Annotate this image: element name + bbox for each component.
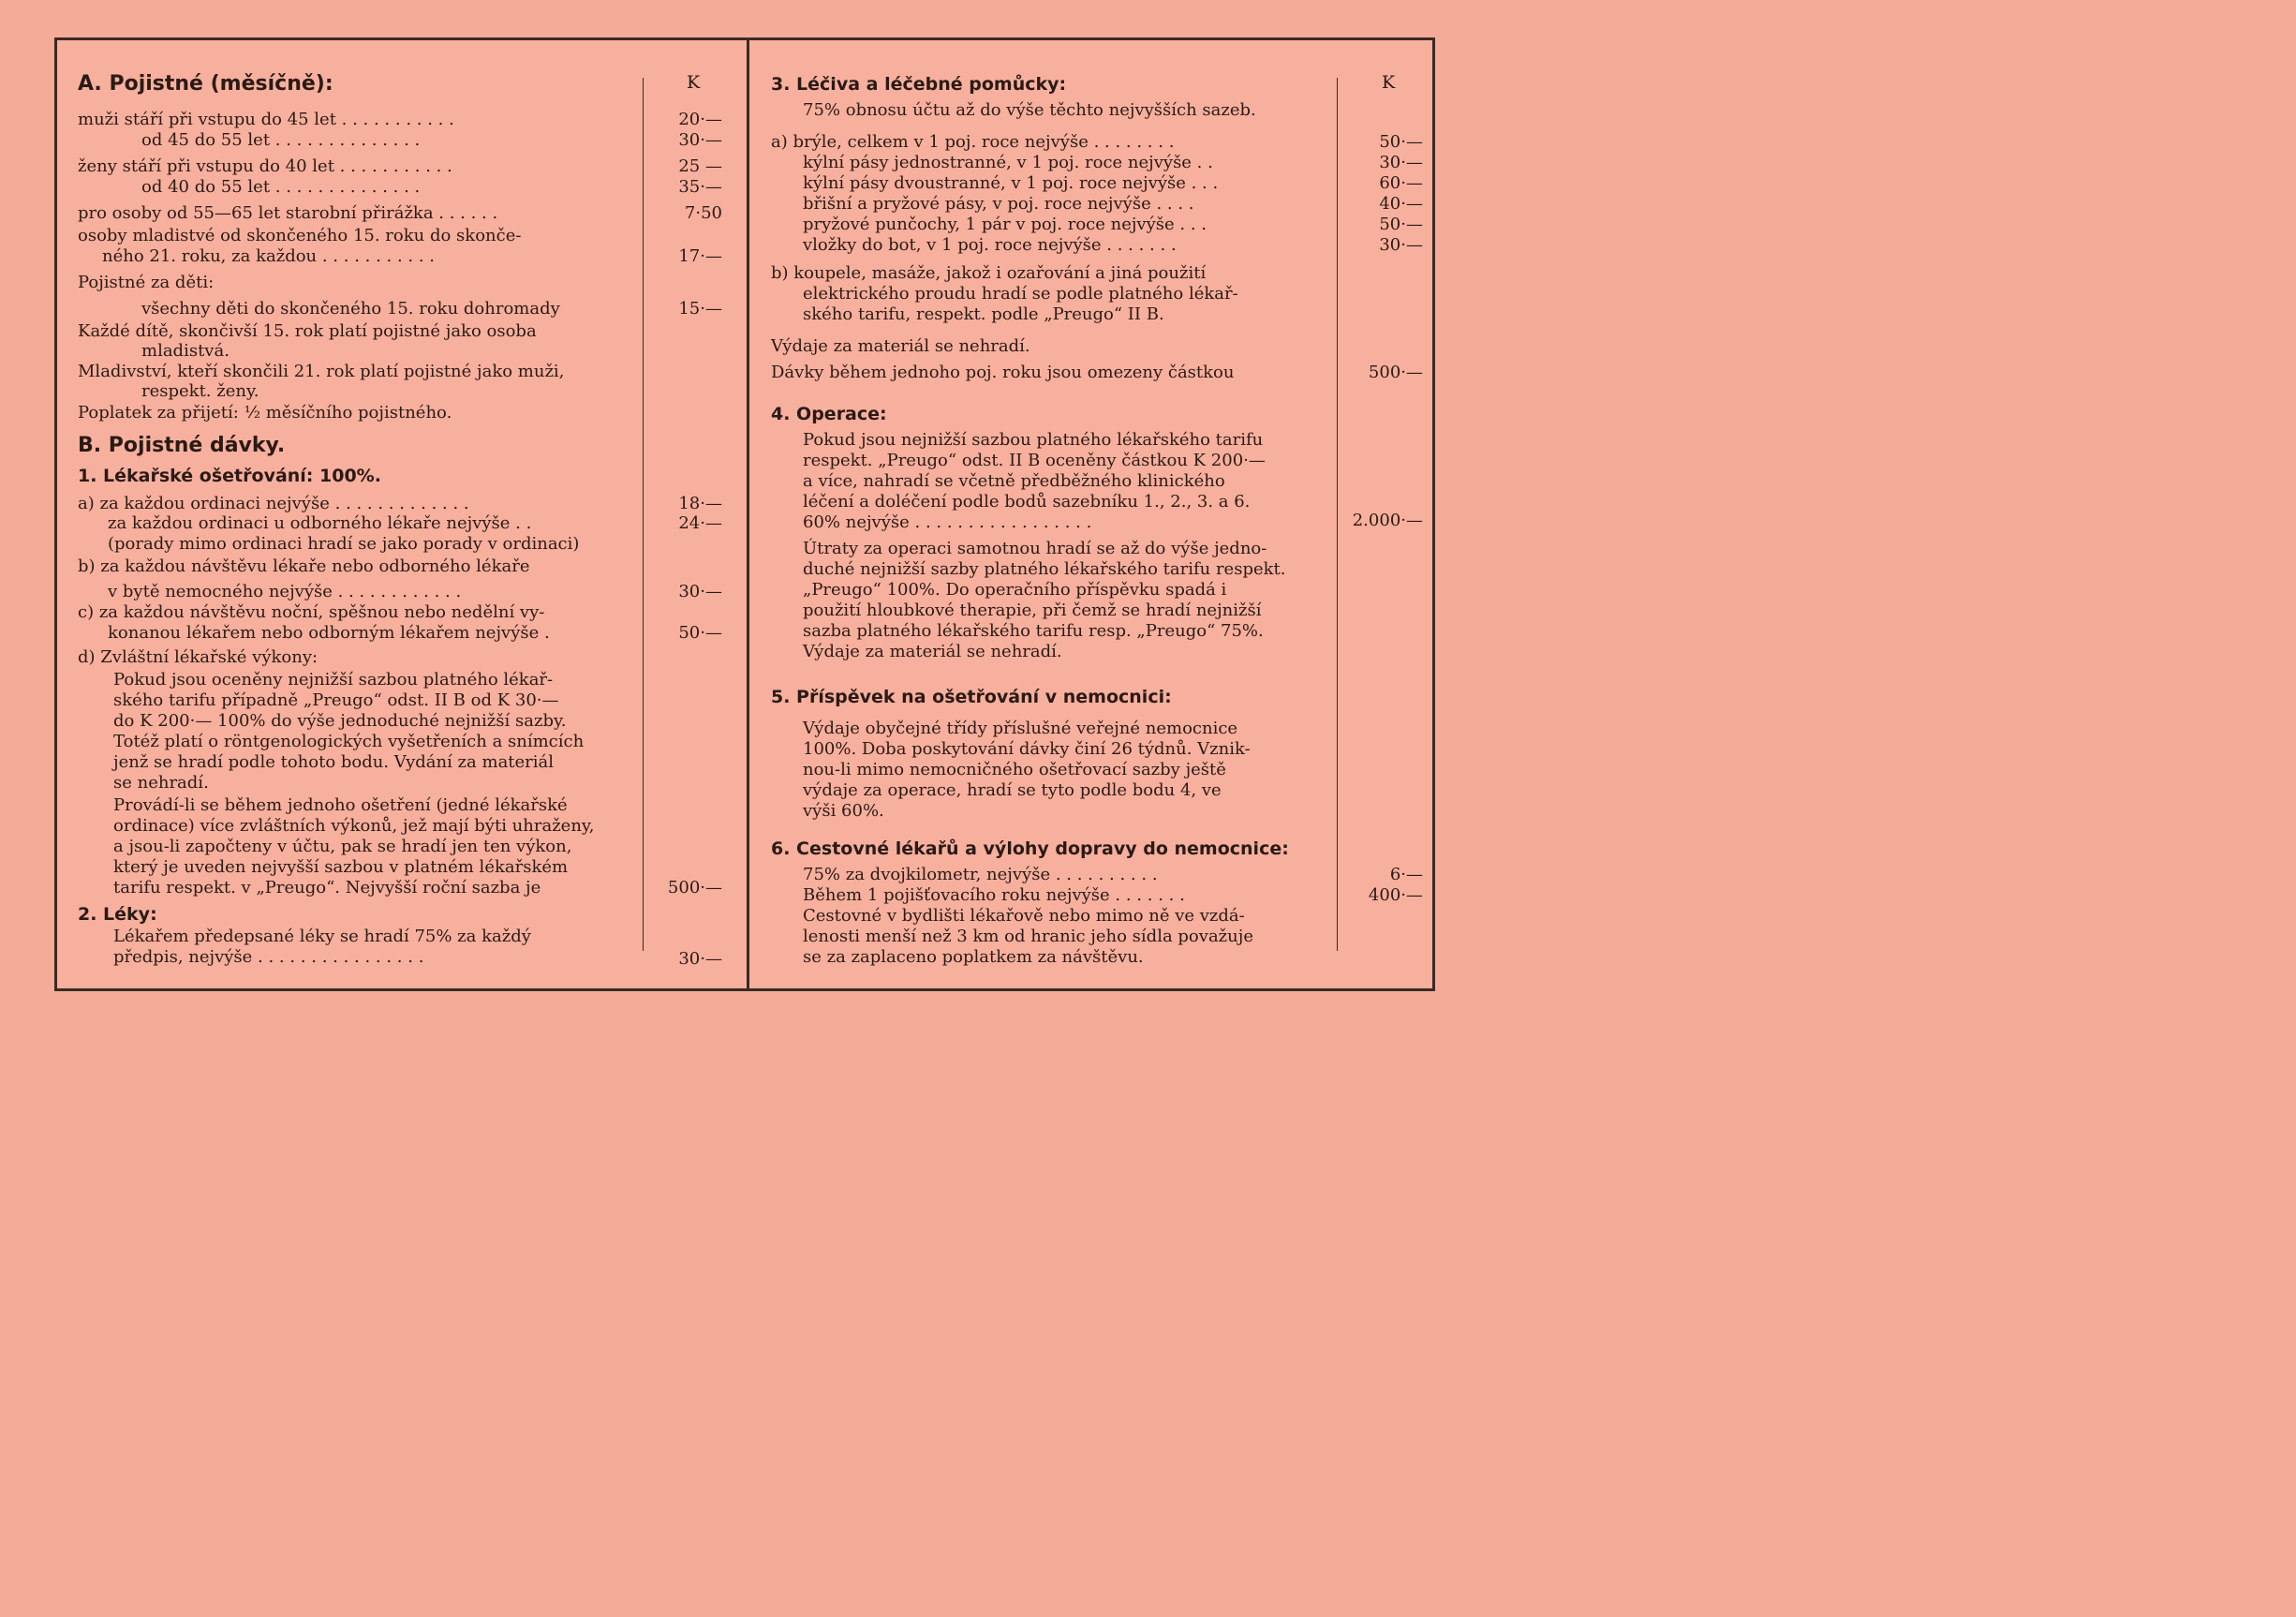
annual-limit: Dávky během jednoho poj. roku jsou omezeny částkou [771,363,1235,382]
travel-line-4: lenosti menší než 3 km od hranic jeho sídla považuje [803,927,1253,946]
children-amount: 15·— [678,299,722,319]
travel-amount-2: 400·— [1368,885,1423,905]
young21-line-1: Mladivství, kteří skončili 21. rok platí pojistné jako muži, [78,362,565,381]
medical-a-line-1: a) za každou ordinaci nejvýše . . . . . . . . . . . . . [78,494,469,513]
special-line-10: který je uveden nejvyšší sazbou v platném lékařském [113,857,569,877]
child15-line-1: Každé dítě, skončivší 15. rok platí pojistné jako osoba [78,321,537,341]
child15-line-2: mladistvá. [141,341,230,361]
special-line-1: Pokud jsou oceněny nejnižší sazbou platného lékař- [113,670,554,690]
aids-amount-6: 30·— [1379,235,1423,255]
medical-a-line-3: (porady mimo ordinaci hradí se jako porady v ordinaci) [108,534,580,554]
aids-amount-3: 60·— [1379,173,1423,193]
medical-b-amount: 30·— [678,582,722,601]
aids-line-3: kýlní pásy dvoustranné, v 1 poj. roce nejvýše . . . [803,173,1219,193]
benefits-table-frame [54,37,1435,991]
men-amount-1: 20·— [678,110,722,129]
section-3-title: 3. Léčiva a léčebné pomůcky: [771,74,1067,95]
special-line-7: Provádí-li se během jednoho ošetření (jedné lékařské [113,795,568,815]
operation-line-7: duché nejnižší sazby platného lékařského tarifu respekt. [803,559,1286,579]
women-line-1: ženy stáří při vstupu do 40 let . . . . . . . . . . . [78,156,452,176]
section-4-title: 4. Operace: [771,404,887,424]
hospital-line-3: nou-li mimo nemocničného ošetřovací sazby ještě [803,760,1226,779]
aids-line-2: kýlní pásy jednostranné, v 1 poj. roce nejvýše . . [803,153,1213,172]
baths-line-1: b) koupele, masáže, jakož i ozařování a jiná použití [771,263,1207,283]
men-line-2: od 45 do 55 let . . . . . . . . . . . . . . [141,130,421,150]
right-column [748,40,1432,988]
older-surcharge-amount: 7·50 [684,203,722,223]
special-line-5: jenž se hradí podle tohoto bodu. Vydání za materiál [113,752,555,772]
aids-amount-1: 50·— [1379,132,1423,152]
aids-line-6: vložky do bot, v 1 poj. roce nejvýše . . . . . . . [803,235,1177,255]
amount-column-rule [643,78,644,951]
baths-line-2: elektrického proudu hradí se podle platného lékař- [803,284,1238,304]
material-not-covered: Výdaje za materiál se nehradí. [771,336,1030,356]
operation-line-6: Útraty za operaci samotnou hradí se až do výše jedno- [803,539,1267,558]
travel-line-1: 75% za dvojkilometr, nejvýše . . . . . . . . . . [803,865,1158,884]
youth-amount: 17·— [678,246,722,266]
medical-a-amount-1: 18·— [678,494,722,513]
baths-line-3: ského tarifu, respekt. podle „Preugo“ II B. [803,304,1164,324]
section-5-title: 5. Příspěvek na ošetřování v nemocnici: [771,687,1172,707]
operation-line-8: „Preugo“ 100%. Do operačního příspěvku spadá i [803,580,1227,600]
women-amount-1: 25 — [678,156,722,176]
men-amount-2: 30·— [678,130,722,150]
medical-care-title: 1. Lékařské ošetřování: 100%. [78,466,381,486]
currency-header-right: K [1382,72,1396,93]
aids-amount-2: 30·— [1379,153,1423,172]
women-amount-2: 35·— [678,177,722,197]
operation-line-10: sazba platného lékařského tarifu resp. „Preugo“ 75%. [803,621,1264,641]
young21-line-2: respekt. ženy. [141,381,259,401]
drugs-title: 2. Léky: [78,904,157,925]
travel-line-2: Během 1 pojišťovacího roku nejvýše . . . . . . . [803,885,1185,905]
children-line: všechny děti do skončeného 15. roku dohromady [141,299,560,319]
special-line-9: a jsou-li započteny v účtu, pak se hradí jen ten výkon, [113,837,572,856]
medical-c-line-2: konanou lékařem nebo odborným lékařem nejvýše . [108,623,550,643]
travel-line-3: Cestovné v bydlišti lékařově nebo mimo ně ve vzdá- [803,906,1245,926]
hospital-line-4: výdaje za operace, hradí se tyto podle bodu 4, ve [803,780,1222,800]
special-line-2: ského tarifu případně „Preugo“ odst. II B od K 30·— [113,690,559,710]
men-line-1: muži stáří při vstupu do 45 let . . . . . . . . . . . [78,110,454,129]
older-surcharge: pro osoby od 55—65 let starobní přirážka . . . . . . [78,203,498,223]
medical-a-amount-2: 24·— [678,513,722,533]
operation-line-2: respekt. „Preugo“ odst. II B oceněny částkou K 200·— [803,451,1266,470]
admission-fee: Poplatek za přijetí: ½ měsíčního pojistného. [78,403,452,423]
aids-amount-4: 40·— [1379,194,1423,214]
operation-line-11: Výdaje za materiál se nehradí. [803,642,1062,661]
currency-header: K [687,72,701,93]
medical-b-line-2: v bytě nemocného nejvýše . . . . . . . . . . . . [108,582,462,601]
medical-a-line-2: za každou ordinaci u odborného lékaře nejvýše . . [108,513,532,533]
medical-c-line-1: c) za každou návštěvu noční, spěšnou nebo nedělní vy- [78,602,545,622]
operation-line-9: použití hloubkové therapie, při čemž se hradí nejnižší [803,601,1262,620]
section-6-title: 6. Cestovné lékařů a výlohy dopravy do nemocnice: [771,838,1289,859]
annual-limit-amount: 500·— [1368,363,1423,382]
aids-line-1: a) brýle, celkem v 1 poj. roce nejvýše . . . . . . . . [771,132,1175,152]
section-3-intro: 75% obnosu účtu až do výše těchto nejvyšších sazeb. [803,100,1256,120]
travel-line-5: se za zaplaceno poplatkem za návštěvu. [803,947,1144,967]
drugs-amount: 30·— [678,949,722,969]
children-title: Pojistné za děti: [78,273,215,292]
special-line-11: tarifu respekt. v „Preugo“. Nejvyšší roční sazba je [113,878,541,898]
special-line-4: Totéž platí o röntgenologických vyšetřeních a snímcích [113,732,585,751]
special-procedures-title: d) Zvláštní lékařské výkony: [78,647,318,667]
youth-line-1: osoby mladistvé od skončeného 15. roku do skonče- [78,226,522,245]
medical-c-amount: 50·— [678,623,722,643]
travel-amount-1: 6·— [1389,865,1423,884]
operation-line-5: 60% nejvýše . . . . . . . . . . . . . . . . . [803,512,1092,532]
section-b-title: B. Pojistné dávky. [78,434,286,457]
operation-amount: 2.000·— [1352,511,1423,530]
operation-line-4: léčení a doléčení podle bodů sazebníku 1., 2., 3. a 6. [803,492,1251,512]
drugs-line-2: předpis, nejvýše . . . . . . . . . . . . . . . . [113,947,424,967]
operation-line-3: a více, nahradí se včetně předběžného klinického [803,471,1225,491]
women-line-2: od 40 do 55 let . . . . . . . . . . . . . . [141,177,421,197]
operation-line-1: Pokud jsou nejnižší sazbou platného lékařského tarifu [803,430,1264,450]
hospital-line-2: 100%. Doba poskytování dávky činí 26 týdnů. Vznik- [803,739,1251,759]
aids-amount-5: 50·— [1379,215,1423,234]
aids-line-4: břišní a pryžové pásy, v poj. roce nejvýše . . . . [803,194,1194,214]
section-a-title: A. Pojistné (měsíčně): [78,72,333,96]
special-line-8: ordinace) více zvláštních výkonů, jež mají býti uhraženy, [113,816,595,836]
left-column [57,40,747,988]
special-line-3: do K 200·— 100% do výše jednoduché nejnižší sazby. [113,711,567,731]
special-annual-amount: 500·— [667,878,722,898]
hospital-line-5: výši 60%. [803,801,884,821]
youth-line-2: ného 21. roku, za každou . . . . . . . . . . . [102,246,436,266]
aids-line-5: pryžové punčochy, 1 pár v poj. roce nejvýše . . . [803,215,1207,234]
special-line-6: se nehradí. [113,773,209,793]
hospital-line-1: Výdaje obyčejné třídy příslušné veřejné nemocnice [803,719,1238,738]
drugs-line-1: Lékařem předepsané léky se hradí 75% za každý [113,927,531,946]
medical-b-line-1: b) za každou návštěvu lékaře nebo odborného lékaře [78,556,530,576]
